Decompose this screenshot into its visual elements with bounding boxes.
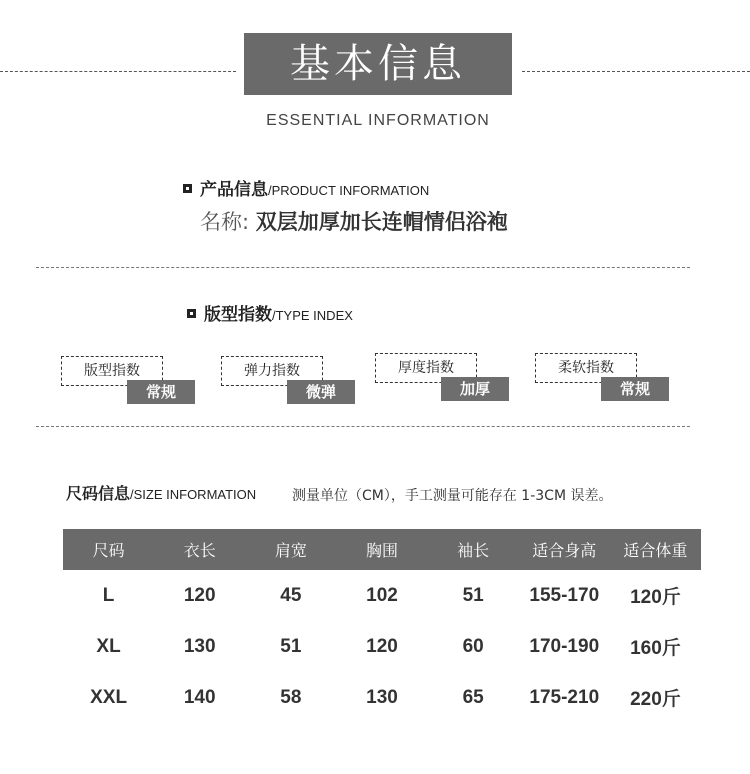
- table-row: [63, 621, 701, 672]
- product-heading-cn: 产品信息: [200, 180, 268, 200]
- column-header: 衣长: [154, 529, 245, 570]
- table-cell: 65: [462, 686, 484, 708]
- size-table: [63, 529, 701, 723]
- header-divider-left: [0, 71, 236, 72]
- table-cell: 155-170: [529, 584, 600, 606]
- section-divider-1: [36, 267, 690, 268]
- index-label: 版型指数: [61, 356, 163, 386]
- index-thickness: [375, 353, 515, 401]
- table-cell: 45: [280, 584, 302, 606]
- table-cell: 220斤: [630, 689, 681, 710]
- index-value: 加厚: [441, 377, 509, 401]
- index-value: 微弹: [287, 380, 355, 404]
- product-heading-en: /PRODUCT INFORMATION: [268, 183, 430, 198]
- index-label: 厚度指数: [375, 353, 477, 383]
- table-cell: 175-210: [529, 686, 600, 708]
- index-value: 常规: [127, 380, 195, 404]
- column-header: 肩宽: [245, 529, 336, 570]
- index-elasticity: [221, 356, 361, 404]
- table-header-row: [63, 529, 701, 570]
- table-cell: 130: [366, 686, 398, 708]
- index-softness: [535, 353, 675, 401]
- table-cell: 60: [462, 635, 484, 657]
- table-cell: 160斤: [630, 638, 681, 659]
- type-index-heading: [187, 300, 353, 325]
- table-cell: 51: [280, 635, 302, 657]
- size-heading-en: /SIZE INFORMATION: [130, 487, 257, 502]
- column-header: 尺码: [63, 529, 154, 570]
- index-value: 常规: [601, 377, 669, 401]
- size-info-heading: [66, 481, 256, 504]
- type-heading-en: /TYPE INDEX: [272, 308, 353, 323]
- column-header: 适合体重: [610, 529, 701, 570]
- table-row: [63, 570, 701, 621]
- product-name-row: [200, 206, 508, 236]
- table-cell: XL: [96, 635, 121, 657]
- table-cell: 140: [183, 686, 216, 708]
- table-cell: XXL: [90, 686, 128, 708]
- bullet-icon: [187, 309, 196, 318]
- table-cell: 120斤: [630, 587, 681, 608]
- size-heading-cn: 尺码信息: [66, 484, 131, 503]
- product-info-heading: [183, 175, 429, 200]
- table-cell: 120: [366, 635, 398, 657]
- table-cell: 102: [366, 584, 398, 606]
- table-cell: 130: [183, 635, 216, 657]
- column-header: 适合身高: [519, 529, 610, 570]
- type-heading-cn: 版型指数: [204, 305, 272, 325]
- index-fit: [61, 356, 201, 404]
- table-cell: 51: [462, 584, 484, 606]
- page-subtitle: ESSENTIAL INFORMATION: [266, 112, 490, 129]
- table-row: [63, 672, 701, 723]
- table-cell: L: [102, 584, 115, 606]
- table-cell: 58: [280, 686, 302, 708]
- column-header: 袖长: [428, 529, 519, 570]
- section-divider-2: [36, 426, 690, 427]
- index-label: 弹力指数: [221, 356, 323, 386]
- bullet-icon: [183, 184, 192, 193]
- header-divider-right: [522, 71, 750, 72]
- product-name-value: 双层加厚加长连帽情侣浴袍: [255, 210, 508, 234]
- table-cell: 170-190: [529, 635, 600, 657]
- product-name-label: 名称:: [200, 210, 250, 234]
- page-title: 基本信息: [244, 33, 512, 95]
- size-measurement-note: 测量单位（CM），手工测量可能存在 1-3CM 误差。: [292, 488, 613, 504]
- index-label: 柔软指数: [535, 353, 637, 383]
- table-cell: 120: [183, 584, 216, 606]
- column-header: 胸围: [336, 529, 427, 570]
